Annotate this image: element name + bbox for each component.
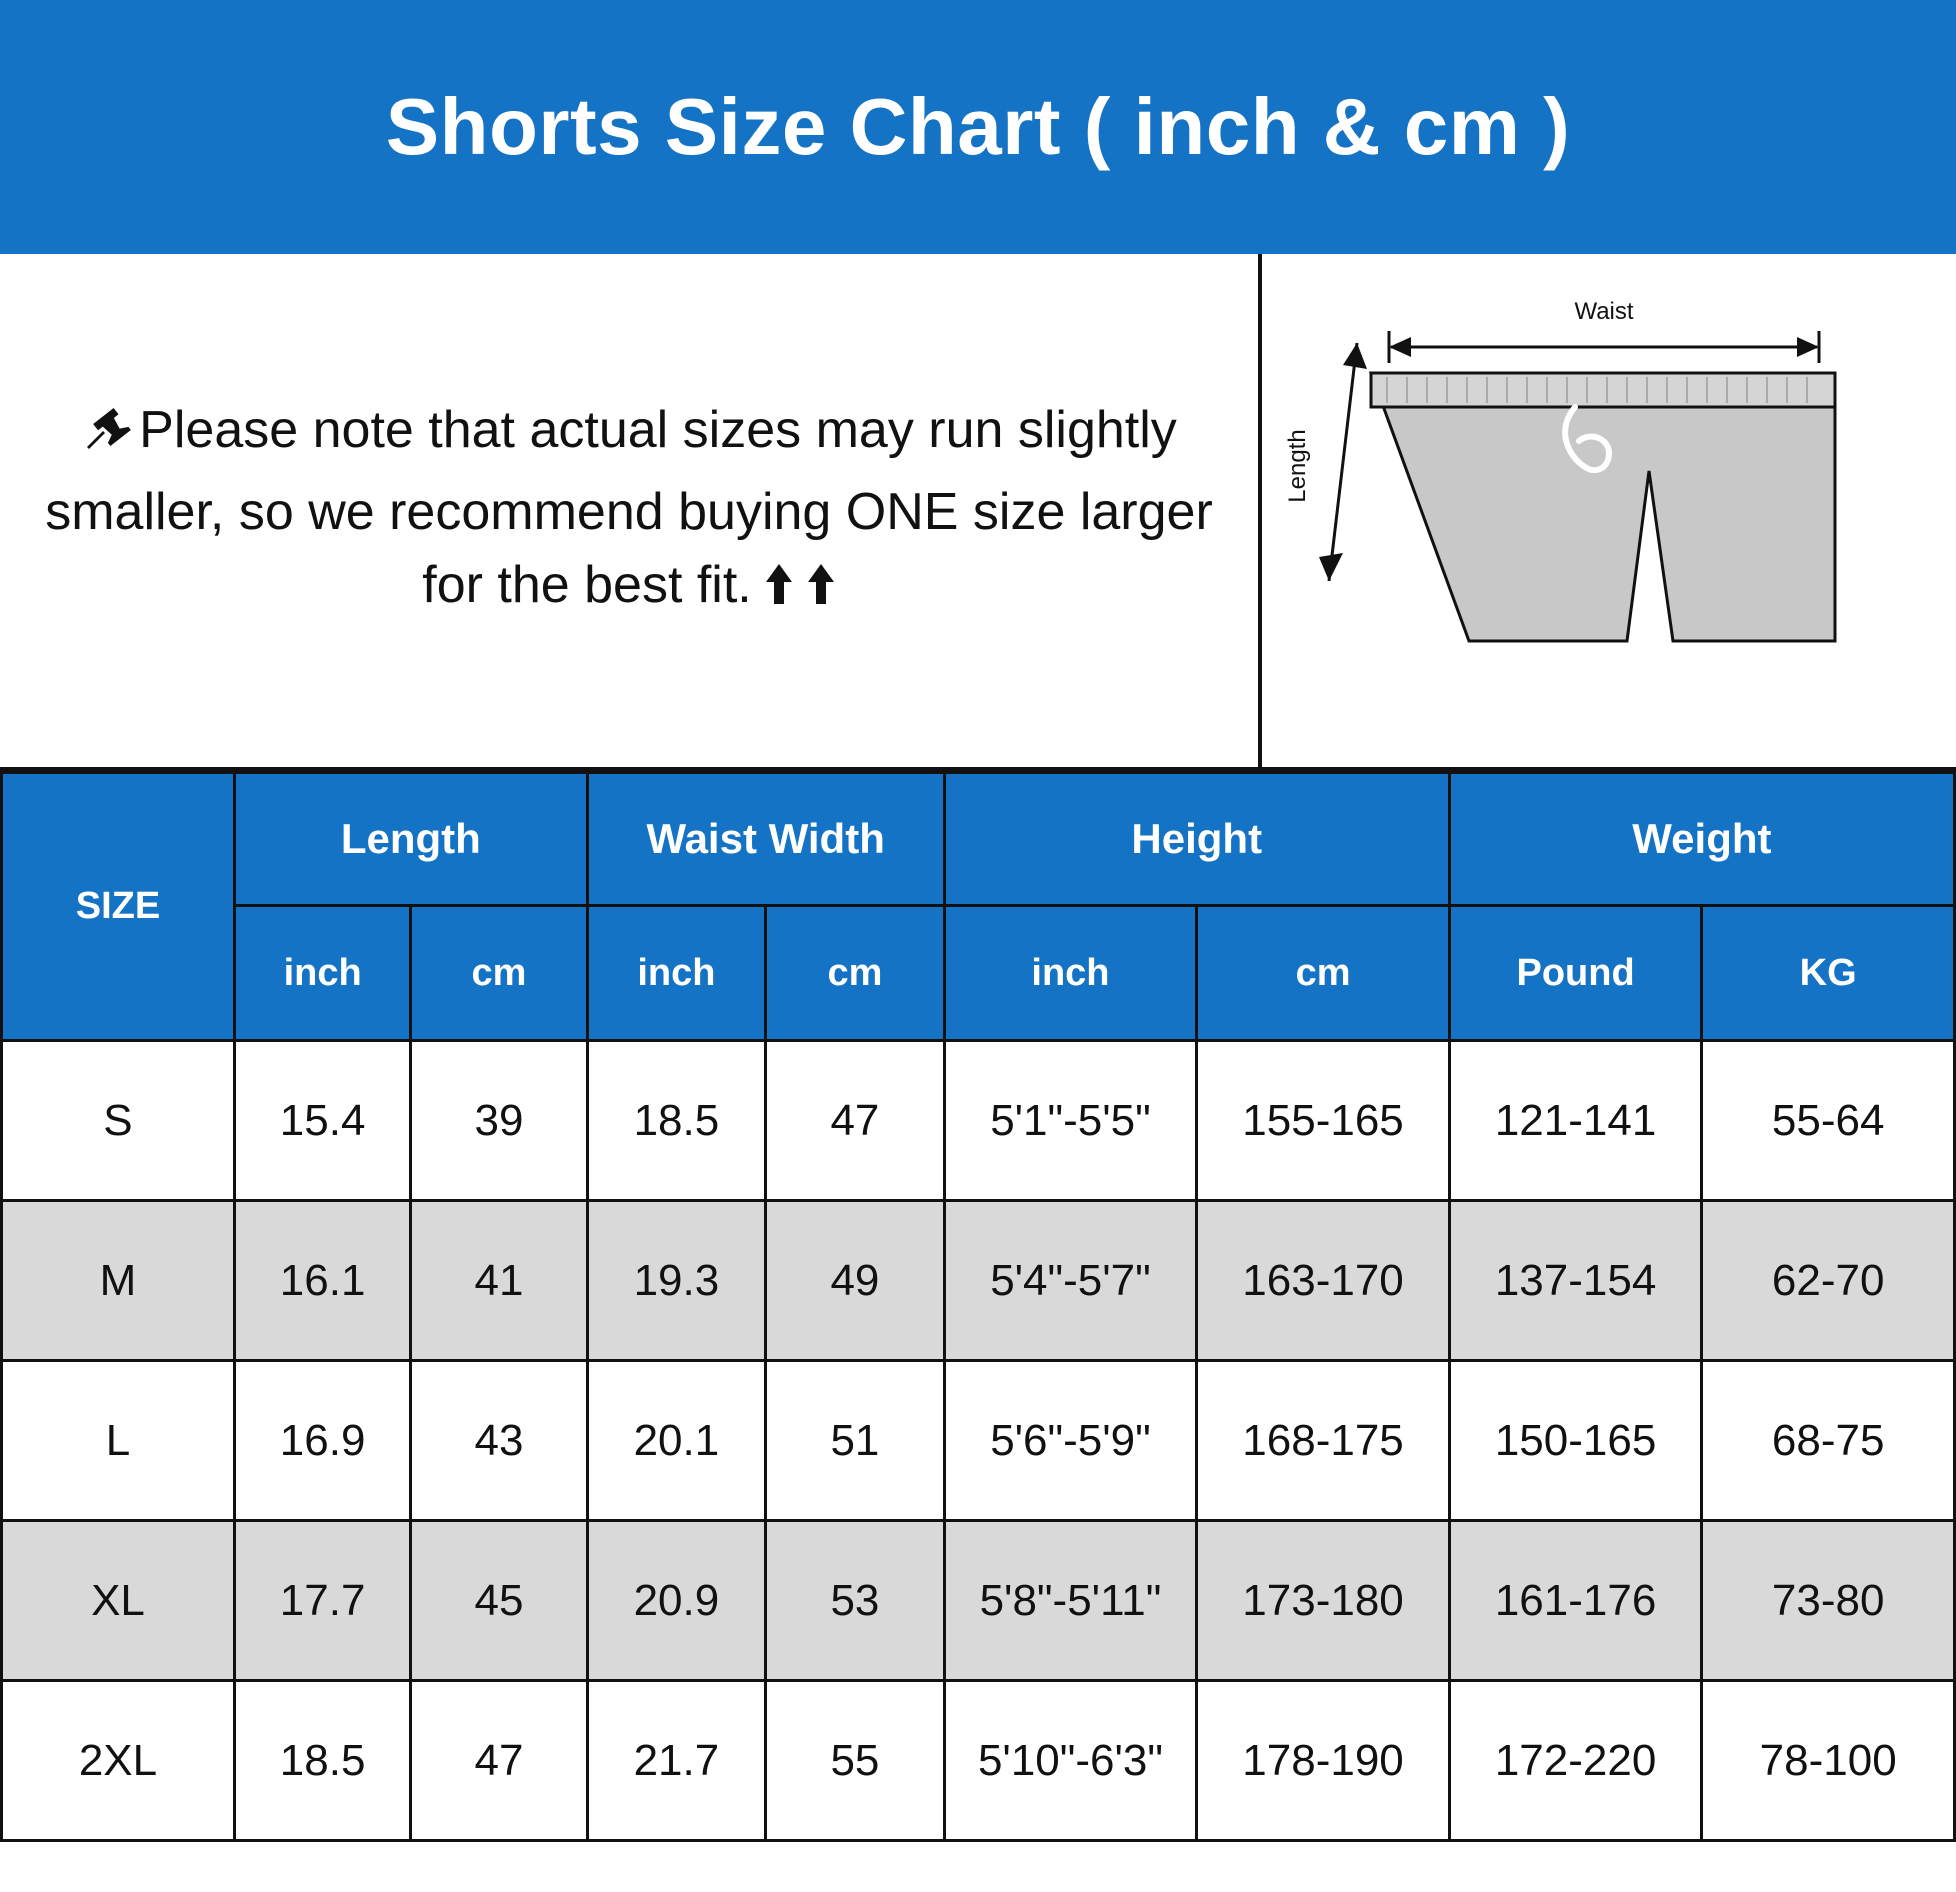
header-group-waist-width: Waist Width <box>587 773 944 906</box>
cell-height-inch: 5'4"-5'7" <box>944 1201 1197 1361</box>
cell-waist-inch: 18.5 <box>587 1041 766 1201</box>
header-waist-cm: cm <box>766 906 945 1041</box>
note-cell <box>0 254 1262 767</box>
note-band <box>0 254 1956 771</box>
cell-waist-inch: 19.3 <box>587 1201 766 1361</box>
cell-length-cm: 43 <box>411 1361 587 1521</box>
cell-size: M <box>2 1201 235 1361</box>
cell-length-inch: 16.1 <box>234 1201 410 1361</box>
cell-size: S <box>2 1041 235 1201</box>
cell-weight-pound: 137-154 <box>1449 1201 1702 1361</box>
cell-waist-cm: 51 <box>766 1361 945 1521</box>
cell-height-inch: 5'6"-5'9" <box>944 1361 1197 1521</box>
note-text: Please note that actual sizes may run slightly smaller, so we recommend buying ONE size larger for the best fit. <box>45 400 1213 615</box>
arrow-up-icon <box>806 553 836 627</box>
cell-weight-pound: 121-141 <box>1449 1041 1702 1201</box>
cell-height-cm: 173-180 <box>1197 1521 1450 1681</box>
table-row <box>2 1201 1955 1361</box>
cell-weight-pound: 172-220 <box>1449 1681 1702 1841</box>
cell-height-inch: 5'8"-5'11" <box>944 1521 1197 1681</box>
table-row <box>2 1361 1955 1521</box>
cell-height-cm: 168-175 <box>1197 1361 1450 1521</box>
cell-length-cm: 39 <box>411 1041 587 1201</box>
header-length-inch: inch <box>234 906 410 1041</box>
table-body <box>2 1041 1955 1841</box>
cell-height-cm: 163-170 <box>1197 1201 1450 1361</box>
cell-size: XL <box>2 1521 235 1681</box>
cell-waist-inch: 20.9 <box>587 1521 766 1681</box>
header-height-cm: cm <box>1197 906 1450 1041</box>
header-weight-kg: KG <box>1702 906 1955 1041</box>
header-size: SIZE <box>2 773 235 1041</box>
cell-waist-cm: 55 <box>766 1681 945 1841</box>
cell-weight-pound: 161-176 <box>1449 1521 1702 1681</box>
cell-weight-kg: 68-75 <box>1702 1361 1955 1521</box>
header-weight-pound: Pound <box>1449 906 1702 1041</box>
table-row <box>2 1681 1955 1841</box>
cell-weight-kg: 73-80 <box>1702 1521 1955 1681</box>
table-head <box>2 773 1955 1041</box>
size-chart-table <box>0 771 1956 1842</box>
cell-waist-cm: 47 <box>766 1041 945 1201</box>
cell-waist-inch: 21.7 <box>587 1681 766 1841</box>
header-group-weight: Weight <box>1449 773 1954 906</box>
length-label: Length <box>1284 428 1311 503</box>
shorts-illustration <box>1279 281 1939 741</box>
cell-length-inch: 17.7 <box>234 1521 410 1681</box>
cell-height-cm: 155-165 <box>1197 1041 1450 1201</box>
cell-size: L <box>2 1361 235 1521</box>
cell-length-cm: 41 <box>411 1201 587 1361</box>
header-group-length: Length <box>234 773 587 906</box>
cell-weight-kg: 78-100 <box>1702 1681 1955 1841</box>
cell-height-cm: 178-190 <box>1197 1681 1450 1841</box>
cell-waist-cm: 49 <box>766 1201 945 1361</box>
chart-title-bar <box>0 0 1956 254</box>
cell-waist-inch: 20.1 <box>587 1361 766 1521</box>
header-group-height: Height <box>944 773 1449 906</box>
cell-weight-kg: 62-70 <box>1702 1201 1955 1361</box>
cell-weight-pound: 150-165 <box>1449 1361 1702 1521</box>
arrow-up-icon <box>764 553 794 627</box>
cell-weight-kg: 55-64 <box>1702 1041 1955 1201</box>
cell-length-inch: 16.9 <box>234 1361 410 1521</box>
page-title: Shorts Size Chart ( inch & cm ) <box>385 82 1571 171</box>
unit-header-row <box>2 906 1955 1041</box>
cell-height-inch: 5'10"-6'3" <box>944 1681 1197 1841</box>
table-row <box>2 1041 1955 1201</box>
note-text-block <box>22 394 1236 627</box>
table-row <box>2 1521 1955 1681</box>
cell-size: 2XL <box>2 1681 235 1841</box>
waist-label: Waist <box>1574 297 1634 325</box>
cell-length-inch: 18.5 <box>234 1681 410 1841</box>
cell-length-cm: 45 <box>411 1521 587 1681</box>
cell-length-cm: 47 <box>411 1681 587 1841</box>
header-height-inch: inch <box>944 906 1197 1041</box>
pushpin-icon <box>81 402 133 476</box>
cell-waist-cm: 53 <box>766 1521 945 1681</box>
cell-height-inch: 5'1"-5'5" <box>944 1041 1197 1201</box>
cell-length-inch: 15.4 <box>234 1041 410 1201</box>
header-waist-inch: inch <box>587 906 766 1041</box>
group-header-row <box>2 773 1955 906</box>
header-length-cm: cm <box>411 906 587 1041</box>
garment-diagram-cell <box>1262 254 1956 767</box>
